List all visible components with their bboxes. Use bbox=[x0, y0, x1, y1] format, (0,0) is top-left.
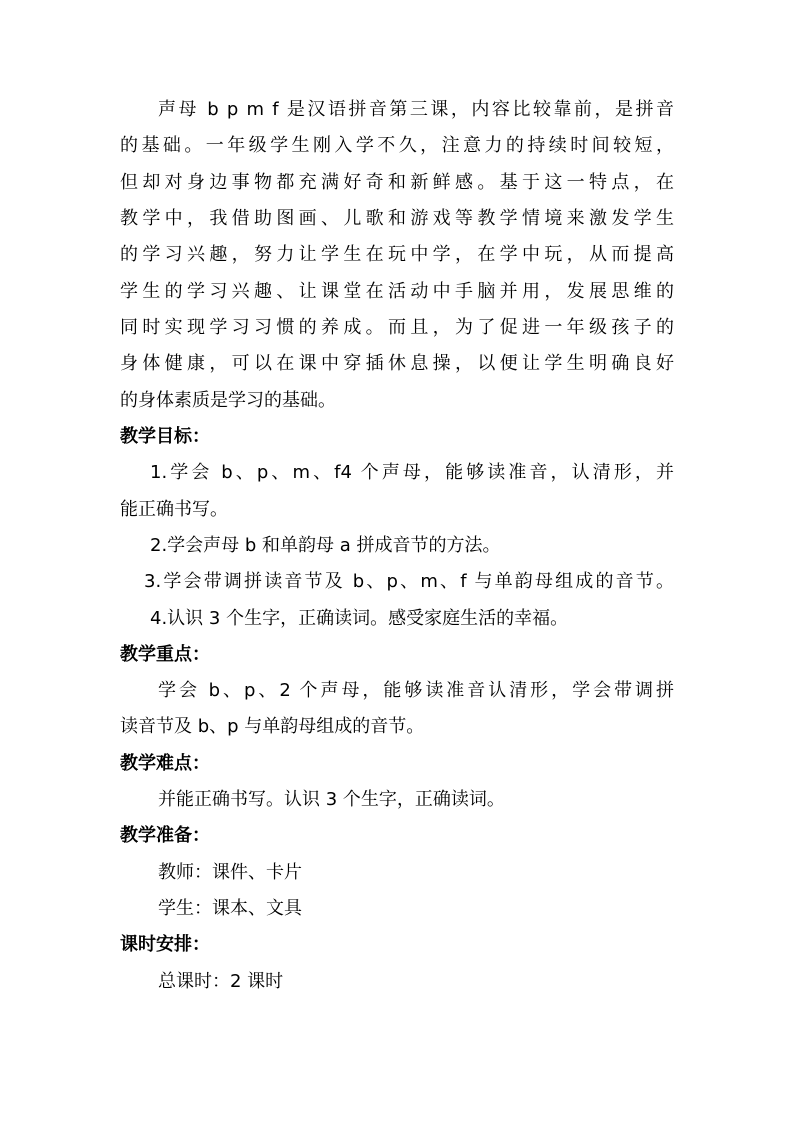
preparation-teacher: 教师：课件、卡片 bbox=[158, 862, 302, 883]
intro-line: 但却对身边事物都充满好奇和新鲜感。基于这一特点，在 bbox=[120, 172, 674, 193]
section-heading-preparation: 教学准备： bbox=[120, 825, 210, 846]
key-point-line: 读音节及 b、p 与单韵母组成的音节。 bbox=[120, 716, 425, 737]
goal-item: 2.学会声母 b 和单韵母 a 拼成音节的方法。 bbox=[150, 535, 501, 556]
section-heading-difficulties: 教学难点： bbox=[120, 753, 210, 774]
goal-item: 4.认识 3 个生字，正确读词。感受家庭生活的幸福。 bbox=[150, 608, 569, 629]
intro-line: 同时实现学习习惯的养成。而且，为了促进一年级孩子的 bbox=[120, 317, 674, 338]
difficulty-line: 并能正确书写。认识 3 个生字，正确读词。 bbox=[158, 789, 505, 810]
intro-line: 声母 b p m f 是汉语拼音第三课，内容比较靠前，是拼音 bbox=[158, 99, 674, 120]
preparation-student: 学生：课本、文具 bbox=[158, 898, 302, 919]
goal-item: 1.学会 b、p、m、f4 个声母，能够读准音，认清形，并 bbox=[150, 462, 674, 483]
schedule-total: 总课时：2 课时 bbox=[158, 971, 284, 992]
section-heading-goals: 教学目标： bbox=[120, 426, 210, 447]
section-heading-schedule: 课时安排： bbox=[120, 934, 210, 955]
intro-line: 的学习兴趣，努力让学生在玩中学，在学中玩，从而提高 bbox=[120, 244, 674, 265]
key-point-line: 学会 b、p、2 个声母，能够读准音认清形，学会带调拼 bbox=[158, 680, 674, 701]
goal-item: 能正确书写。 bbox=[120, 499, 228, 520]
intro-line: 身体健康，可以在课中穿插休息操，以便让学生明确良好 bbox=[120, 353, 674, 374]
section-heading-key-points: 教学重点： bbox=[120, 644, 210, 665]
intro-line: 教学中，我借助图画、儿歌和游戏等教学情境来激发学生 bbox=[120, 208, 674, 229]
intro-line: 的基础。一年级学生刚入学不久，注意力的持续时间较短， bbox=[120, 135, 674, 156]
intro-line: 学生的学习兴趣、让课堂在活动中手脑并用，发展思维的 bbox=[120, 281, 674, 302]
goal-item: 3.学会带调拼读音节及 b、p、m、f 与单韵母组成的音节。 bbox=[144, 571, 674, 592]
intro-line: 的身体素质是学习的基础。 bbox=[120, 390, 336, 411]
